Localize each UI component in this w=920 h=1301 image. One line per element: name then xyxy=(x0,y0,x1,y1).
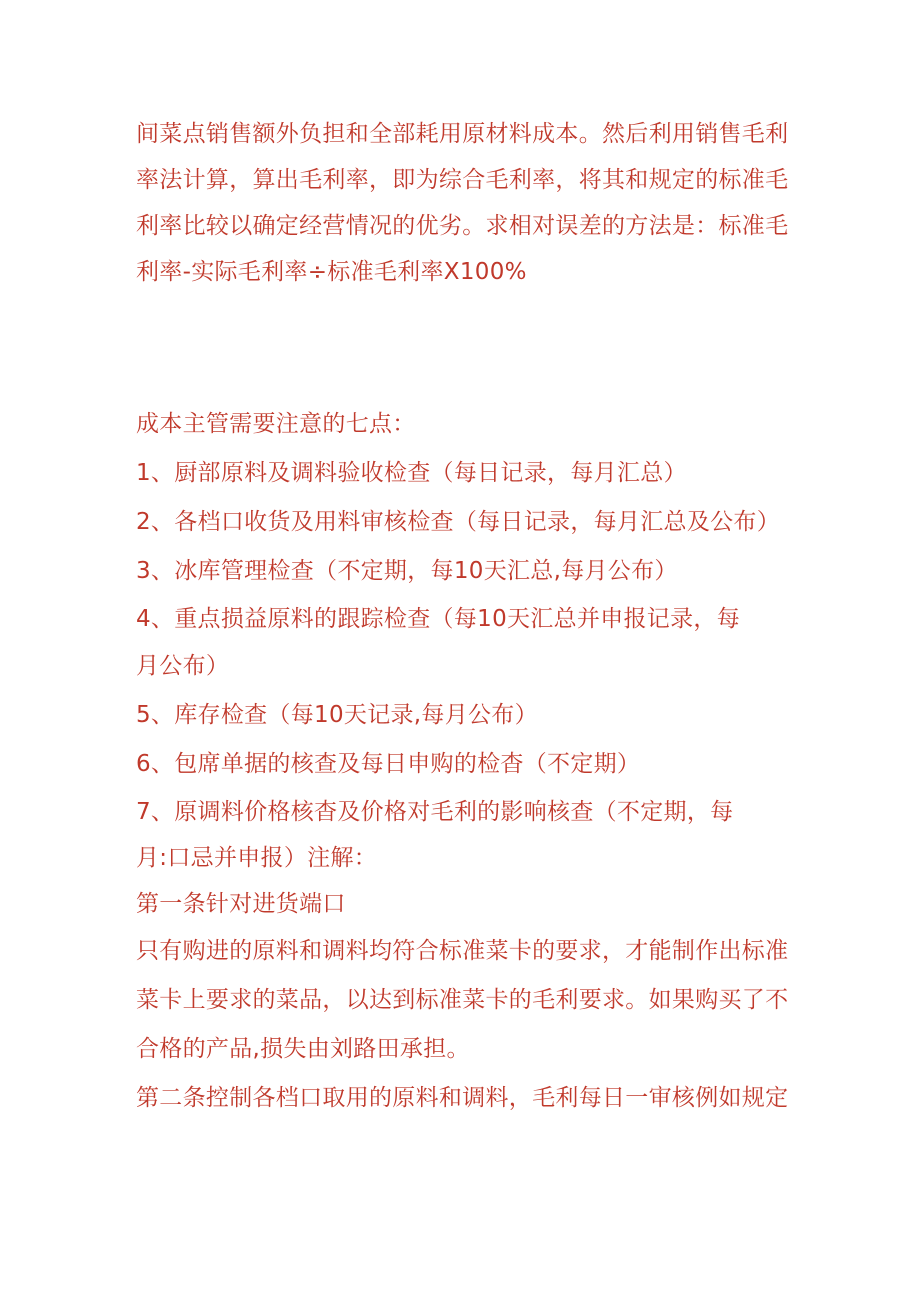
intro-line: 率法计算，算出毛利率，即为综合毛利率，将其和规定的标准毛 xyxy=(136,167,789,193)
intro-line: 间菜点销售额外负担和全部耗用原材料成本。然后利用销售毛利 xyxy=(136,121,789,147)
article-1-line: 只有购进的原料和调料均符合标准菜卡的要求，才能制作出标准 xyxy=(136,938,789,964)
intro-line: 利率比较以确定经营情况的优劣。求相对误差的方法是：标准毛 xyxy=(136,213,789,239)
article-1-title: 第一条针对进货端口 xyxy=(136,891,346,917)
list-item: 2、各档口收货及用料审核检查（每日记录，每月汇总及公布） xyxy=(136,509,781,535)
article-2-line: 第二条控制各档口取用的原料和调料，毛利每日一审核例如规定 xyxy=(136,1085,789,1111)
list-item: 5、库存检查（每10天记录,每月公布） xyxy=(136,702,538,728)
list-item: 6、包席单据的核查及每日申购的检杳（不定期） xyxy=(136,751,641,777)
list-item: 1、厨部原料及调料验收检查（每日记录，每月汇总） xyxy=(136,460,687,486)
section-title: 成本主管需要注意的七点： xyxy=(136,411,416,437)
seven-points-section xyxy=(136,400,796,1123)
list-item: 3、冰库管理检查（不定期，每10天汇总,每月公布） xyxy=(136,558,678,584)
list-item-continuation: 月公布） xyxy=(136,653,230,679)
article-1-line: 菜卡上要求的菜品，以达到标准菜卡的毛利要求。如果购买了不 xyxy=(136,987,789,1013)
intro-line: 利率-实际毛利率÷标准毛利率X100% xyxy=(136,259,527,285)
intro-paragraph xyxy=(136,111,796,295)
article-1-line: 合格的产品,损失由刘路田承担。 xyxy=(136,1036,470,1062)
list-item: 4、重点损益原料的跟踪检查（每10天汇总并申报记录，每 xyxy=(136,606,740,632)
list-item-continuation: 月:口忌并申报）注解： xyxy=(136,845,378,871)
list-item: 7、原调料价格核杳及价格对毛利的影响核查（不定期，每 xyxy=(136,799,734,825)
